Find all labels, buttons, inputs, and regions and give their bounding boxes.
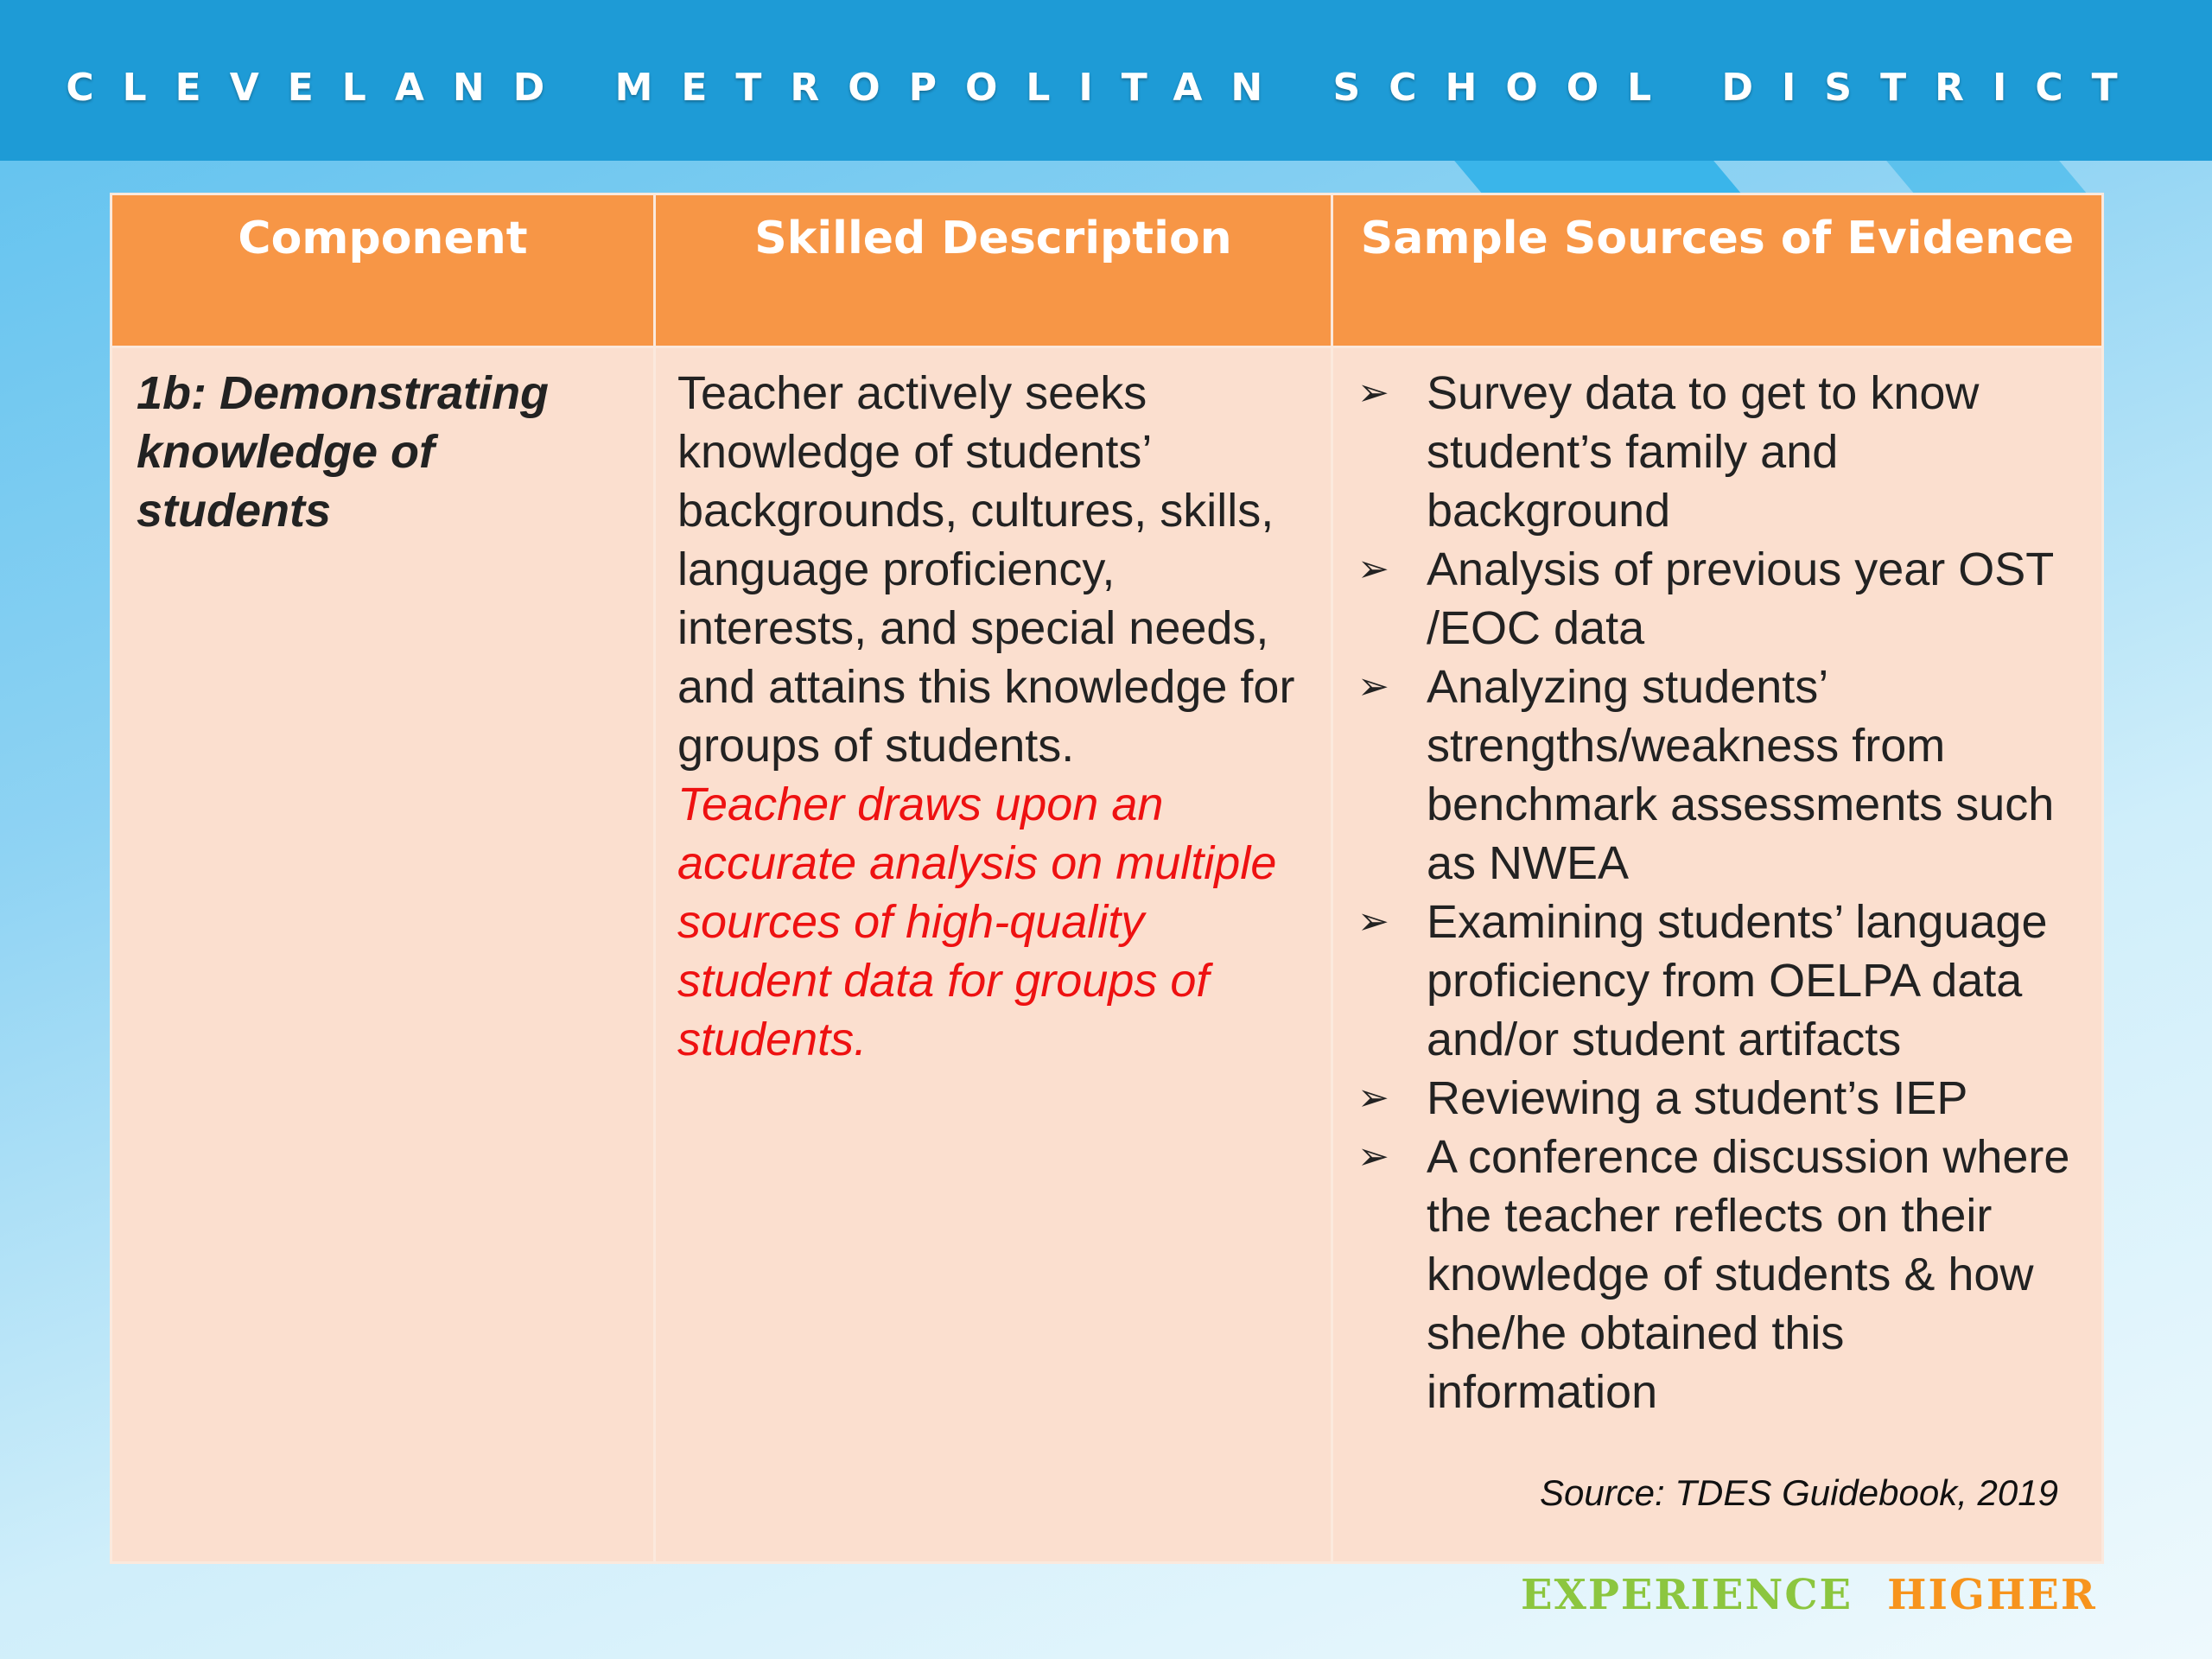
arrow-bullet-icon: ➢ [1357,1135,1389,1178]
evidence-cell [1332,347,2103,1563]
source-citation: Source: TDES Guidebook, 2019 [1539,1472,2058,1513]
logo [1521,1571,2097,1619]
table-row [111,347,2103,1563]
table-header-row [111,194,2103,347]
arrow-bullet-icon: ➢ [1357,548,1389,590]
component-cell [111,347,655,1563]
evidence-text: Examining students’ language proficiency from OELPA data and/or student artifacts [1427,896,2048,1065]
description-highlight: Teacher draws upon an accurate analysis on multiple sources of high-quality student data for groups of students. [677,779,1277,1065]
list-item [1357,1069,2080,1128]
evidence-list [1357,364,2080,1421]
description-text: Teacher actively seeks knowledge of students’ backgrounds, cultures, skills, language proficiency, interests, and special needs, and attains this knowledge for groups of students. [677,367,1295,772]
evidence-text: Analysis of previous year OST /EOC data [1427,543,2054,654]
arrow-bullet-icon: ➢ [1357,372,1389,414]
header-evidence: Sample Sources of Evidence [1332,194,2103,347]
decorative-stripe [1886,161,2088,195]
logo-text-left: EXPERIENCE [1521,1571,1853,1619]
evidence-text: Analyzing students’ strengths/weakness from benchmark assessments such as NWEA [1427,661,2055,889]
list-item [1357,893,2080,1069]
component-text: 1b: Demonstrating knowledge of students [137,367,550,537]
list-item [1357,364,2080,540]
arrow-bullet-icon: ➢ [1357,900,1389,943]
evidence-text: A conference discussion where the teacher reflects on their knowledge of students & how she/he obtained this information [1427,1131,2070,1418]
evidence-text: Survey data to get to know student’s family and background [1427,367,1980,537]
header-component: Component [111,194,655,347]
rubric-table [110,193,2104,1564]
list-item [1357,540,2080,658]
header-description: Skilled Description [655,194,1332,347]
decorative-stripe [1454,161,1743,195]
list-item [1357,658,2080,893]
evidence-text: Reviewing a student’s IEP [1427,1072,1968,1124]
arrow-bullet-icon: ➢ [1357,665,1389,708]
district-title: CLEVELAND METROPOLITAN SCHOOL DISTRICT [66,66,2146,110]
header-banner [0,0,2212,161]
logo-text-right: HIGHER [1887,1571,2097,1619]
description-cell [655,347,1332,1563]
list-item [1357,1128,2080,1421]
arrow-bullet-icon: ➢ [1357,1077,1389,1119]
